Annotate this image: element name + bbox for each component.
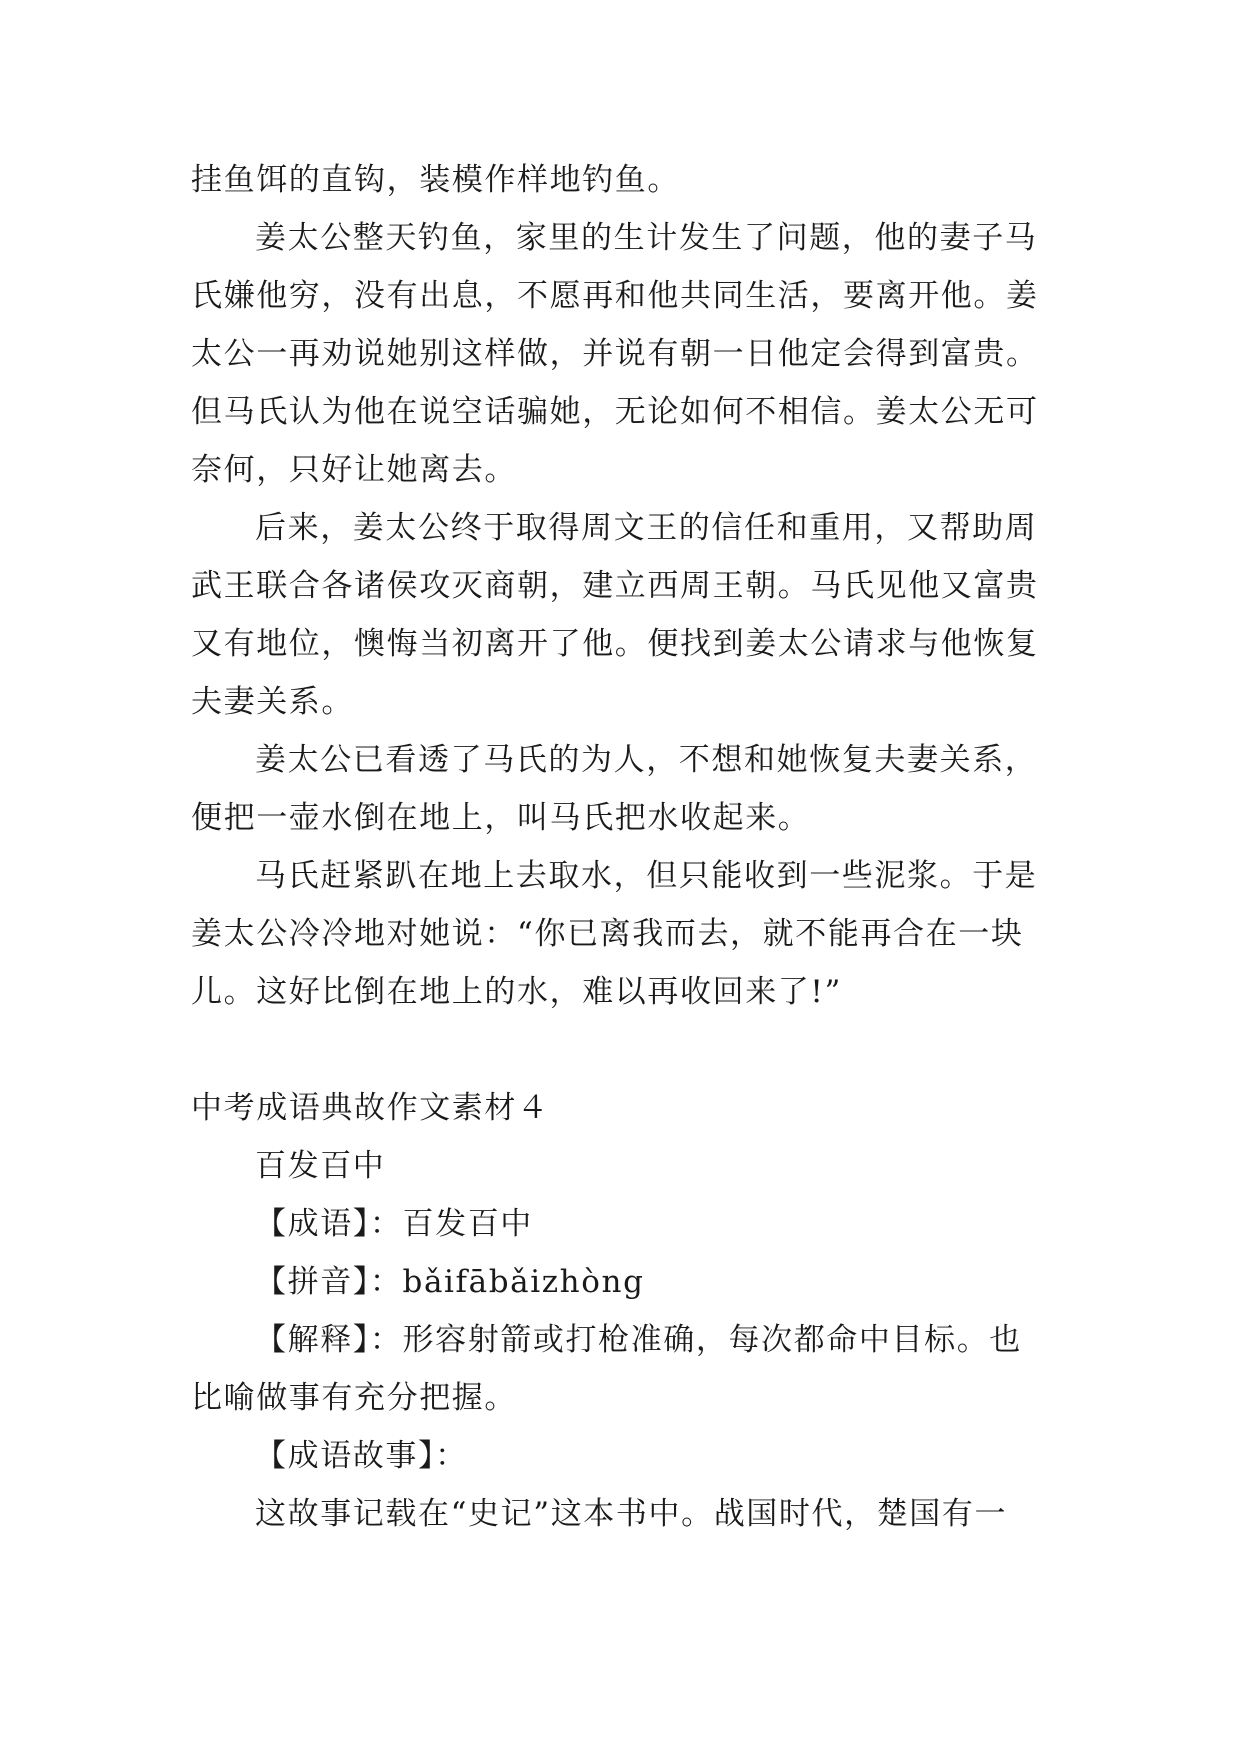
text-line: 武王联合各诸侯攻灭商朝，建立西周王朝。马氏见他又富贵 [191,568,1039,604]
pinyin-field: 【拼音】：bǎifābǎizhòng [255,1264,645,1300]
paragraph-first-line: 后来，姜太公终于取得周文王的信任和重用，又帮助周 [255,510,1038,546]
paragraph-first-line: 姜太公已看透了马氏的为人，不想和她恢复夫妻关系， [255,742,1038,778]
text-line: 但马氏认为他在说空话骗她，无论如何不相信。姜太公无可 [191,394,1039,430]
text-line: 氏嫌他穷，没有出息，不愿再和他共同生活，要离开他。姜 [191,278,1039,314]
idiom-field: 【成语】：百发百中 [255,1206,533,1242]
text-line: 姜太公冷冷地对她说：“你已离我而去，就不能再合在一块 [191,916,1024,952]
paragraph-first-line: 姜太公整天钓鱼，家里的生计发生了问题，他的妻子马 [255,220,1038,256]
paragraph-first-line: 马氏赶紧趴在地上去取水，但只能收到一些泥浆。于是 [255,858,1038,894]
explanation-field: 【解释】：形容射箭或打枪准确，每次都命中目标。也 [255,1322,1022,1358]
section-heading: 中考成语典故作文素材４ [191,1090,550,1126]
text-line: 奈何，只好让她离去。 [191,452,517,488]
text-line: 又有地位，懊悔当初离开了他。便找到姜太公请求与他恢复 [191,626,1039,662]
text-line: 太公一再劝说她别这样做，并说有朝一日他定会得到富贵。 [191,336,1039,372]
text-line: 便把一壶水倒在地上，叫马氏把水收起来。 [191,800,811,836]
paragraph-first-line: 这故事记载在“史记”这本书中。战国时代，楚国有一 [255,1496,1008,1532]
text-line: 比喻做事有充分把握。 [191,1380,517,1416]
idiom-title: 百发百中 [255,1148,386,1184]
story-field-label: 【成语故事】： [255,1438,468,1474]
text-line: 夫妻关系。 [191,684,354,720]
text-line: 儿。这好比倒在地上的水，难以再收回来了!” [191,974,842,1010]
text-line: 挂鱼饵的直钩，装模作样地钓鱼。 [191,162,680,198]
